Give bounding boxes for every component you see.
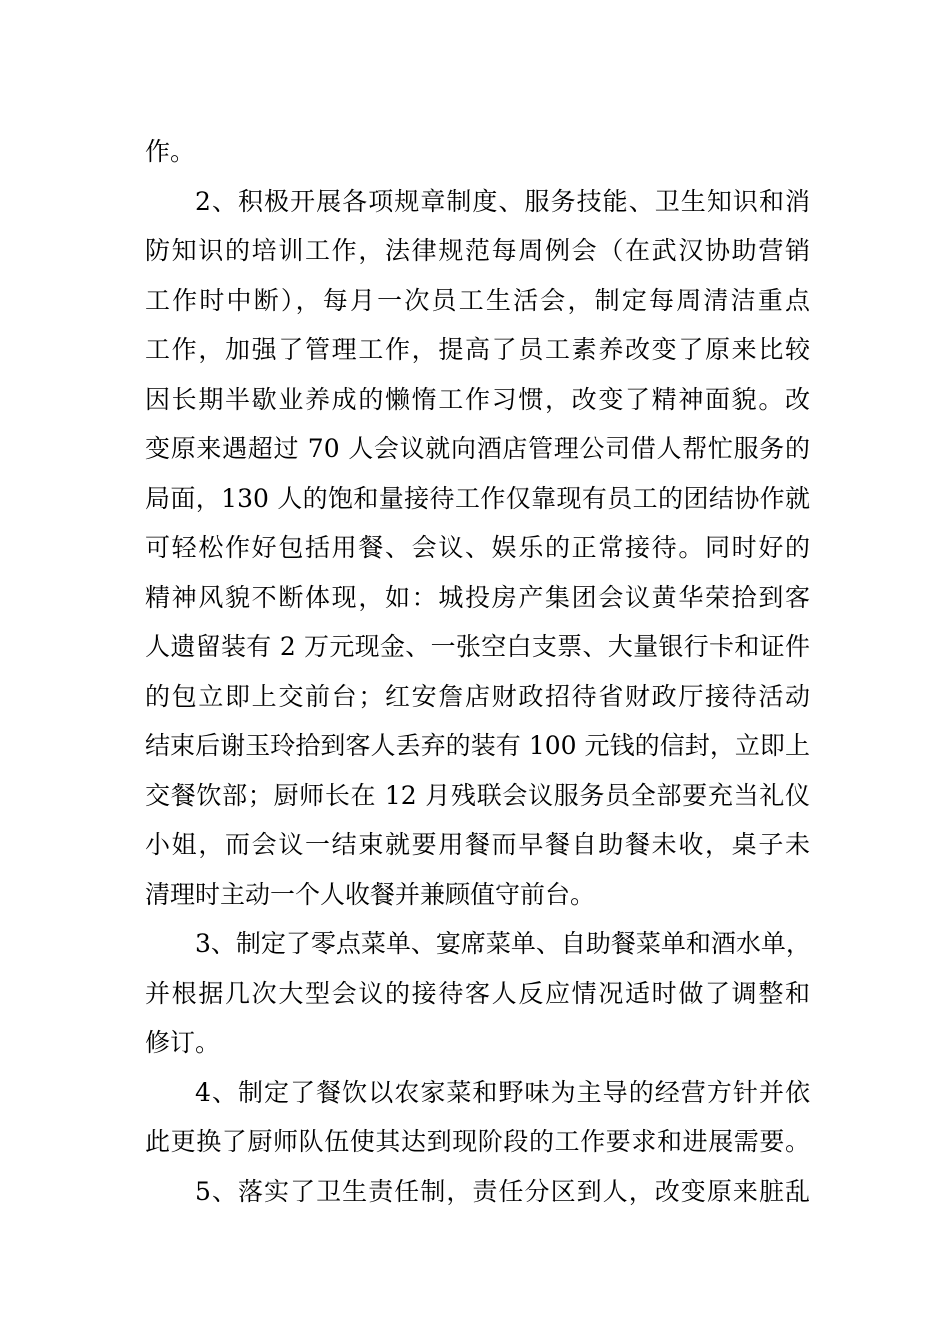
text-line: 结束后谢玉玲拾到客人丢弃的装有 100 元钱的信封，立即上 <box>145 731 810 760</box>
text-line: 变原来遇超过 70 人会议就向酒店管理公司借人帮忙服务的 <box>145 434 810 463</box>
text-line: 清理时主动一个人收餐并兼顾值守前台。 <box>145 879 596 909</box>
text-line: 2、积极开展各项规章制度、服务技能、卫生知识和消 <box>195 186 810 216</box>
text-line: 的包立即上交前台；红安詹店财政招待省财政厅接待活动 <box>145 681 810 711</box>
text-line: 可轻松作好包括用餐、会议、娱乐的正常接待。同时好的 <box>145 533 810 562</box>
text-line: 3、制定了零点菜单、宴席菜单、自助餐菜单和酒水单， <box>195 929 811 958</box>
text-line: 修订。 <box>145 1028 221 1057</box>
text-line: 此更换了厨师队伍使其达到现阶段的工作要求和进展需要。 <box>145 1127 810 1156</box>
text-line: 5、落实了卫生责任制，责任分区到人，改变原来脏乱 <box>195 1176 810 1206</box>
text-line: 因长期半歇业养成的懒惰工作习惯，改变了精神面貌。改 <box>145 384 810 414</box>
text-line: 4、制定了餐饮以农家菜和野味为主导的经营方针并依 <box>195 1077 810 1107</box>
body-text <box>145 127 810 1216</box>
text-line: 人遗留装有 2 万元现金、一张空白支票、大量银行卡和证件 <box>145 632 810 661</box>
text-line: 局面，130 人的饱和量接待工作仅靠现有员工的团结协作就 <box>145 483 810 513</box>
text-line: 工作，加强了管理工作，提高了员工素养改变了原来比较 <box>145 335 810 364</box>
text-line: 防知识的培训工作，法律规范每周例会（在武汉协助营销 <box>145 236 810 265</box>
text-line: 并根据几次大型会议的接待客人反应情况适时做了调整和 <box>145 978 810 1008</box>
text-line: 作。 <box>145 137 196 166</box>
text-line: 交餐饮部；厨师长在 12 月残联会议服务员全部要充当礼仪 <box>145 780 810 810</box>
text-line: 小姐，而会议一结束就要用餐而早餐自助餐未收，桌子未 <box>145 830 810 859</box>
text-line: 工作时中断），每月一次员工生活会，制定每周清洁重点 <box>145 285 810 315</box>
text-line: 精神风貌不断体现，如：城投房产集团会议黄华荣拾到客 <box>145 582 810 612</box>
